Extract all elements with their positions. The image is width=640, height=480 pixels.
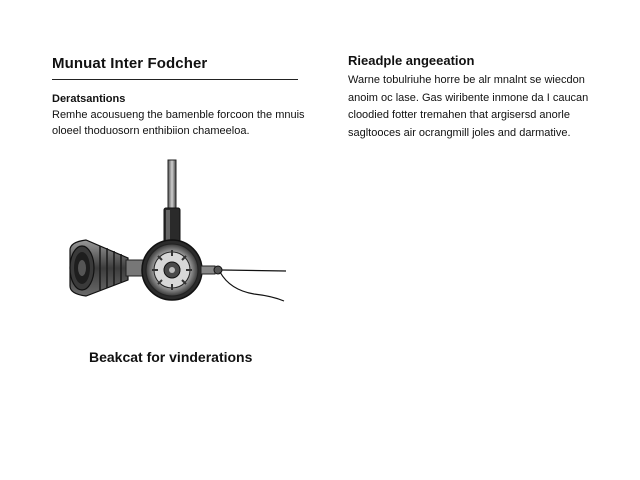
vertical-rod: [168, 160, 176, 210]
right-paragraph-line: sagltooces air ocrangmill joles and darmative.: [348, 126, 571, 139]
left-subheading: Deratsantions: [52, 93, 126, 105]
cable-straight: [222, 270, 286, 271]
left-title-rule: [52, 79, 298, 80]
right-paragraph: [348, 72, 628, 142]
cable-curve: [220, 272, 284, 301]
right-paragraph-line: Warne tobulriuhe horre be alr mnalnt se wiecdon: [348, 74, 585, 86]
left-section-title: Munuat Inter Fodcher: [52, 55, 208, 72]
right-paragraph-line: cloodied fotter tremahen that argisersd anorle: [348, 109, 570, 121]
right-section-title: Rieadple angeeation: [348, 53, 475, 68]
left-paragraph-line: oloeel thoduosorn enthibiion chameeloa.: [52, 125, 250, 137]
figure-caption: Beakcat for vinderations: [89, 349, 253, 365]
left-paragraph: [52, 107, 312, 139]
microphone-cable-icon: [60, 150, 300, 310]
right-paragraph-line: anoim oc lase. Gas wiribente inmone da I caucan: [348, 91, 589, 104]
left-paragraph-line: Remhe acousueng the bamenble forcoon the mnuis: [52, 109, 305, 121]
